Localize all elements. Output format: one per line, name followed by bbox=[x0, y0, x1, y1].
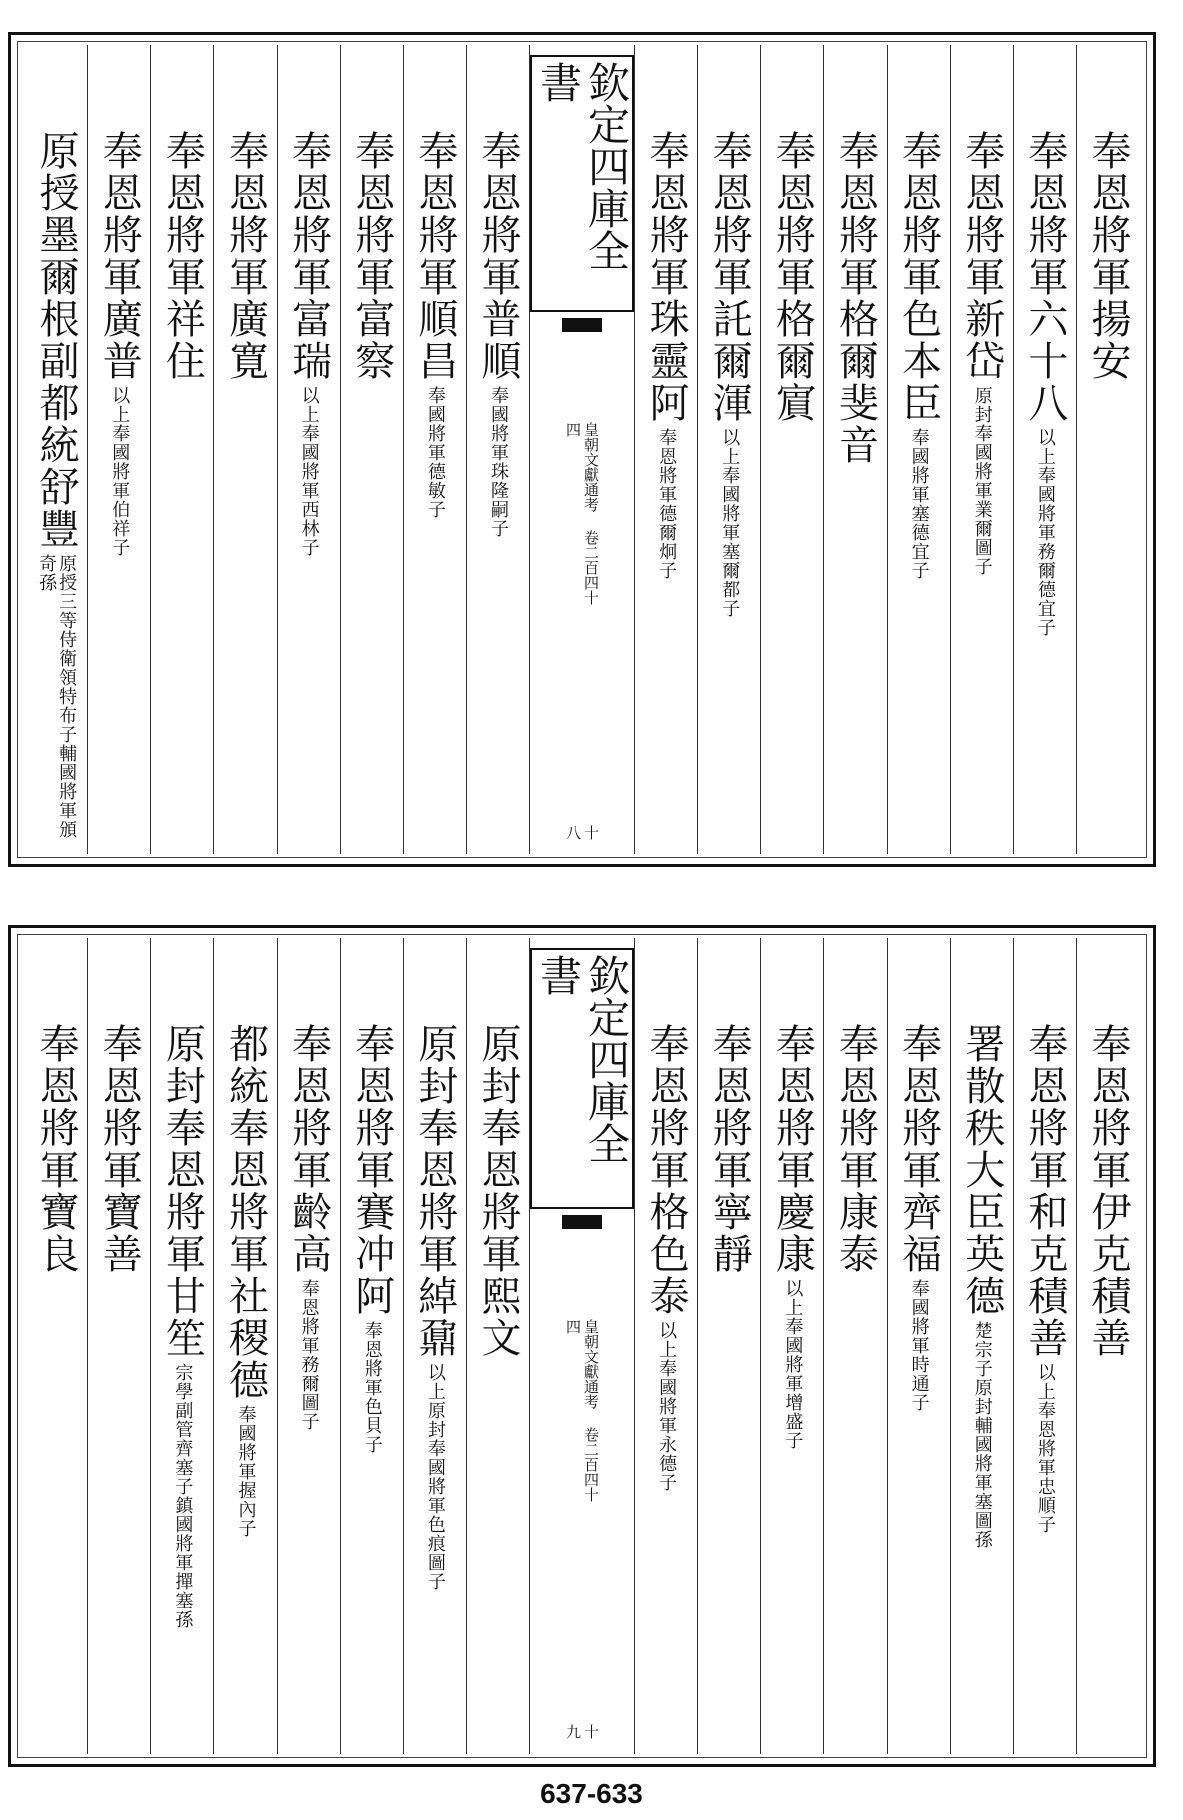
entry-text: 原封奉恩將軍熙文 bbox=[474, 1023, 521, 1359]
entry-text: 奉恩將軍色本臣 bbox=[895, 130, 942, 424]
entry-text: 奉恩將軍齡高 bbox=[285, 1023, 332, 1275]
entry-text: 奉恩將軍富瑞 bbox=[285, 130, 332, 382]
page-number: 十九 bbox=[564, 1724, 600, 1740]
entry-text: 奉恩將軍格爾斐音 bbox=[832, 130, 879, 466]
book-title: 欽定四庫全書 bbox=[530, 948, 634, 1209]
text-column bbox=[87, 45, 150, 854]
text-column bbox=[823, 938, 886, 1754]
entry-text: 奉恩將軍珠靈阿 bbox=[643, 130, 690, 424]
entry-text: 原授墨爾根副都統舒豐 bbox=[33, 130, 80, 550]
entry-text: 原封奉恩將軍綽鼐 bbox=[411, 1023, 458, 1359]
entry-text: 奉恩將軍普順 bbox=[474, 130, 521, 382]
text-column bbox=[950, 938, 1013, 1754]
text-column bbox=[887, 45, 950, 854]
entry-text: 奉恩將軍揚安 bbox=[1084, 130, 1131, 382]
fishtail-mark bbox=[562, 318, 602, 332]
note-text: 奉恩將軍德爾炯子 bbox=[656, 428, 678, 580]
note-text: 奉國將軍珠隆嗣子 bbox=[487, 386, 509, 538]
text-column bbox=[25, 45, 87, 854]
text-column bbox=[25, 938, 87, 1754]
document-page-bottom bbox=[8, 925, 1156, 1767]
text-column bbox=[150, 938, 213, 1754]
column-grid bbox=[25, 45, 1139, 854]
entry-text: 奉恩將軍廣普 bbox=[96, 130, 143, 382]
entry-text: 奉恩將軍寶善 bbox=[96, 1023, 143, 1275]
text-column bbox=[697, 938, 760, 1754]
text-column bbox=[760, 45, 823, 854]
footer-code: 637-633 bbox=[540, 1778, 643, 1809]
note-text: 原授三等侍衛領特布子輔國將軍頒奇孫 bbox=[36, 554, 78, 839]
note-text: 以上奉國將軍西林子 bbox=[298, 386, 320, 557]
text-column bbox=[213, 938, 276, 1754]
entry-text: 奉恩將軍新岱 bbox=[958, 130, 1005, 382]
entry-text: 奉恩將軍廣寛 bbox=[222, 130, 269, 382]
document-page-top bbox=[8, 32, 1156, 867]
note-text: 宗學副管齊塞子鎮國將軍撣塞孫 bbox=[172, 1363, 194, 1629]
text-column bbox=[634, 938, 697, 1754]
text-column bbox=[760, 938, 823, 1754]
text-column bbox=[823, 45, 886, 854]
entry-text: 奉恩將軍慶康 bbox=[769, 1023, 816, 1275]
note-text: 以上奉國將軍務爾德宜子 bbox=[1034, 428, 1056, 637]
note-text: 以上原封奉國將軍色痕圖子 bbox=[424, 1363, 446, 1591]
entry-text: 奉恩將軍格爾賔 bbox=[769, 130, 816, 424]
entry-text: 奉恩將軍寶良 bbox=[33, 1023, 80, 1275]
entry-text: 奉恩將軍六十八 bbox=[1021, 130, 1068, 424]
text-column bbox=[150, 45, 213, 854]
center-info: 皇朝文獻通考 卷二百四十四 bbox=[564, 1318, 600, 1502]
text-column bbox=[403, 45, 466, 854]
text-column bbox=[1013, 45, 1076, 854]
entry-text: 奉恩將軍齊福 bbox=[895, 1023, 942, 1275]
book-title: 欽定四庫全書 bbox=[530, 55, 634, 312]
entry-text: 奉恩將軍和克積善 bbox=[1021, 1023, 1068, 1359]
fishtail-mark bbox=[562, 1215, 602, 1229]
note-text: 以上奉國將軍增盛子 bbox=[782, 1279, 804, 1450]
text-column bbox=[277, 938, 340, 1754]
entry-text: 署散秩大臣英德 bbox=[958, 1023, 1005, 1317]
center-column bbox=[529, 938, 634, 1754]
page-number: 十八 bbox=[564, 824, 600, 840]
entry-text: 奉恩將軍賽冲阿 bbox=[348, 1023, 395, 1317]
text-column bbox=[340, 938, 403, 1754]
note-text: 奉恩將軍務爾圖子 bbox=[298, 1279, 320, 1431]
text-column bbox=[1076, 45, 1139, 854]
note-text: 楚宗子原封輔國將軍塞圖孫 bbox=[971, 1321, 993, 1549]
entry-text: 奉恩將軍富察 bbox=[348, 130, 395, 382]
entry-text: 奉恩將軍康泰 bbox=[832, 1023, 879, 1275]
entry-text: 原封奉恩將軍甘笙 bbox=[159, 1023, 206, 1359]
text-column bbox=[634, 45, 697, 854]
note-text: 奉國將軍塞德宜子 bbox=[908, 428, 930, 580]
text-column bbox=[277, 45, 340, 854]
note-text: 以上奉國將軍伯祥子 bbox=[109, 386, 131, 557]
note-text: 奉國將軍握內子 bbox=[235, 1405, 257, 1538]
text-column bbox=[1076, 938, 1139, 1754]
note-text: 以上奉國將軍永德子 bbox=[656, 1321, 678, 1492]
text-column bbox=[1013, 938, 1076, 1754]
center-column bbox=[529, 45, 634, 854]
entry-text: 奉恩將軍寧靜 bbox=[706, 1023, 753, 1275]
text-column bbox=[887, 938, 950, 1754]
note-text: 以上奉恩將軍忠順子 bbox=[1034, 1363, 1056, 1534]
text-column bbox=[950, 45, 1013, 854]
note-text: 原封奉國將軍業爾圖子 bbox=[971, 386, 993, 576]
note-text: 奉恩將軍色貝子 bbox=[361, 1321, 383, 1454]
text-column bbox=[87, 938, 150, 1754]
center-info: 皇朝文獻通考 卷二百四十四 bbox=[564, 422, 600, 605]
column-grid bbox=[25, 938, 1139, 1754]
note-text: 以上奉國將軍塞爾都子 bbox=[719, 428, 741, 618]
text-column bbox=[340, 45, 403, 854]
text-column bbox=[213, 45, 276, 854]
text-column bbox=[697, 45, 760, 854]
text-column bbox=[466, 45, 529, 854]
text-column bbox=[403, 938, 466, 1754]
entry-text: 奉恩將軍順昌 bbox=[411, 130, 458, 382]
note-text: 奉國將軍時通子 bbox=[908, 1279, 930, 1412]
entry-text: 都統奉恩將軍社稷德 bbox=[222, 1023, 269, 1401]
entry-text: 奉恩將軍伊克積善 bbox=[1084, 1023, 1131, 1359]
text-column bbox=[466, 938, 529, 1754]
note-text: 奉國將軍德敏子 bbox=[424, 386, 446, 519]
entry-text: 奉恩將軍託爾渾 bbox=[706, 130, 753, 424]
entry-text: 奉恩將軍格色泰 bbox=[643, 1023, 690, 1317]
entry-text: 奉恩將軍祥住 bbox=[159, 130, 206, 382]
